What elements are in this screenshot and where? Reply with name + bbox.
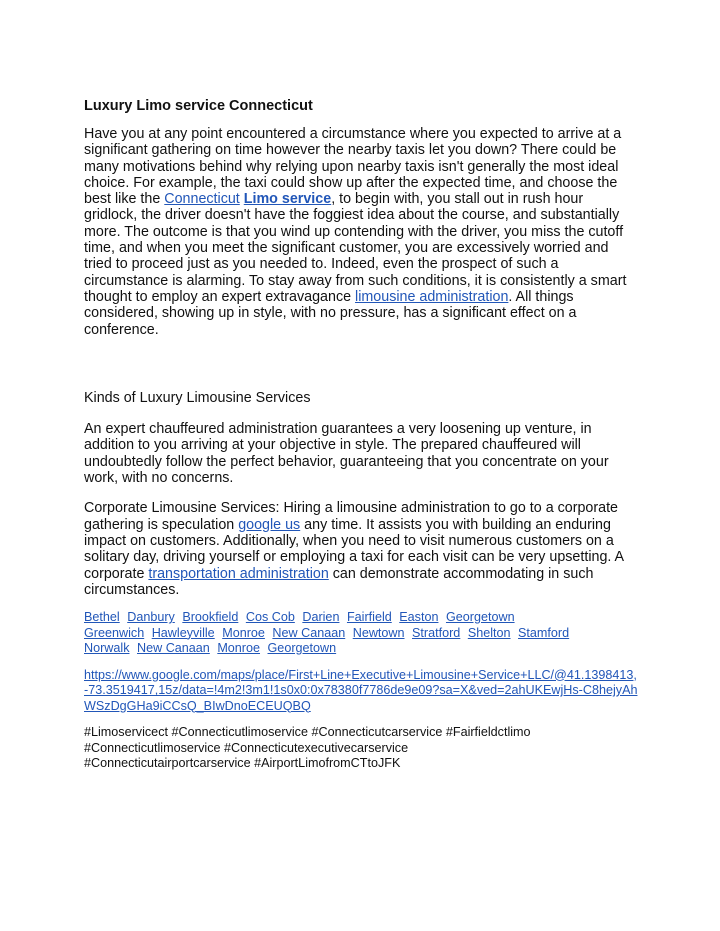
town-link[interactable]: Stratford [412, 625, 461, 640]
town-link[interactable]: Easton [399, 610, 439, 625]
map-url-block [84, 668, 640, 715]
town-link[interactable]: Darien [302, 610, 340, 625]
map-url-link[interactable]: https://www.google.com/maps/place/First+Line+Executive+Limousine+Service+LLC/@41.1398413,-73.3519417,15z/data=!4m2!3m1!1s0x0:0x78380f7786de9e09?sa=X&ved=2ahUKEwjHs-C8hejyAhWSzDgGHa9iCCsQ_BIwDnoECEUQBQ [84, 667, 638, 713]
intro-text-1: Have you at any point encountered a circumstance where you expected to arrive at a significant gathering on time however the nearby taxis let you down? There could be many motivations behind why relying upon nearby taxis isn't generally the most ideal choice. For example, the taxi could show up after the expected time, and choose the best like the [84, 126, 622, 208]
document-body [84, 96, 640, 772]
hashtag-line: #Connecticutlimoservice #Connecticutexecutivecarservice [84, 740, 409, 755]
kinds-heading: Kinds of Luxury Limousine Services [84, 389, 311, 406]
town-link[interactable]: Georgetown [445, 610, 515, 625]
hashtags [84, 725, 640, 772]
town-link[interactable]: Greenwich [84, 625, 145, 640]
corporate-paragraph [84, 500, 640, 598]
town-link[interactable]: Bethel [84, 610, 120, 625]
corporate-text-3: can demonstrate accommodating in such circumstances. [84, 565, 594, 598]
corporate-text-2: any time. It assists you with building an enduring impact on customers. Additionally, when you need to visit numerous customers on a solitary day, driving yourself or employing a taxi for each visit can be very upsetting. A corporate [84, 516, 624, 582]
town-link[interactable]: Norwalk [84, 641, 130, 656]
town-link[interactable]: Fairfield [346, 610, 392, 625]
town-link[interactable]: Monroe [222, 625, 265, 640]
chauffeur-paragraph: An expert chauffeured administration guarantees a very loosening up venture, in addition to you arriving at your objective in style. The prepared chauffeured will undoubtedly follow the perfect behavior, guaranteeing that you concentrate on your work, with no concerns. [84, 421, 609, 487]
intro-text-3: . All things considered, showing up in style, with no pressure, has a significant effect on a conference. [84, 288, 577, 338]
intro-paragraph [84, 126, 640, 338]
town-link[interactable]: Danbury [127, 610, 175, 625]
town-link[interactable]: Hawleyville [151, 625, 215, 640]
town-link[interactable]: Brookfield [182, 610, 239, 625]
hashtag-line: #Limoservicect #Connecticutlimoservice #Connecticutcarservice #Fairfieldctlimo [84, 725, 531, 740]
hashtag-line: #Connecticutairportcarservice #AirportLimofromCTtoJFK [84, 756, 401, 771]
town-link[interactable]: Cos Cob [245, 610, 295, 625]
google-us-link[interactable]: google us [238, 516, 301, 533]
town-link[interactable]: New Canaan [272, 625, 346, 640]
transportation-administration-link[interactable]: transportation administration [148, 565, 329, 582]
town-link[interactable]: New Canaan [137, 641, 210, 656]
limo-service-link[interactable]: Limo service [243, 191, 332, 208]
connecticut-link[interactable]: Connecticut [164, 191, 240, 208]
town-link[interactable]: Shelton [467, 625, 511, 640]
town-link[interactable]: Stamford [518, 625, 570, 640]
spacer [84, 352, 640, 390]
town-link[interactable]: Georgetown [267, 641, 337, 656]
document-title: Luxury Limo service Connecticut [84, 98, 313, 114]
corporate-text-1: Corporate Limousine Services: Hiring a limousine administration to go to a corporate gathering is speculation [84, 500, 619, 533]
limousine-administration-link[interactable]: limousine administration [355, 288, 509, 305]
intro-text-2: , to begin with, you stall out in rush hour gridlock, the driver doesn't have the foggiest idea about the course, and substantially more. The outcome is that you wind up contending with the driver, you miss the cutoff time, and when you meet the significant customer, you are excessively worried and tried to proceed just as you needed to. Indeed, even the prospect of such a circumstance is alarming. To stay away from such conditions, it is consistently a smart thought to employ an expert extravagance [84, 191, 627, 305]
town-link[interactable]: Newtown [352, 625, 405, 640]
town-link[interactable]: Monroe [217, 641, 261, 656]
town-links [84, 610, 640, 657]
